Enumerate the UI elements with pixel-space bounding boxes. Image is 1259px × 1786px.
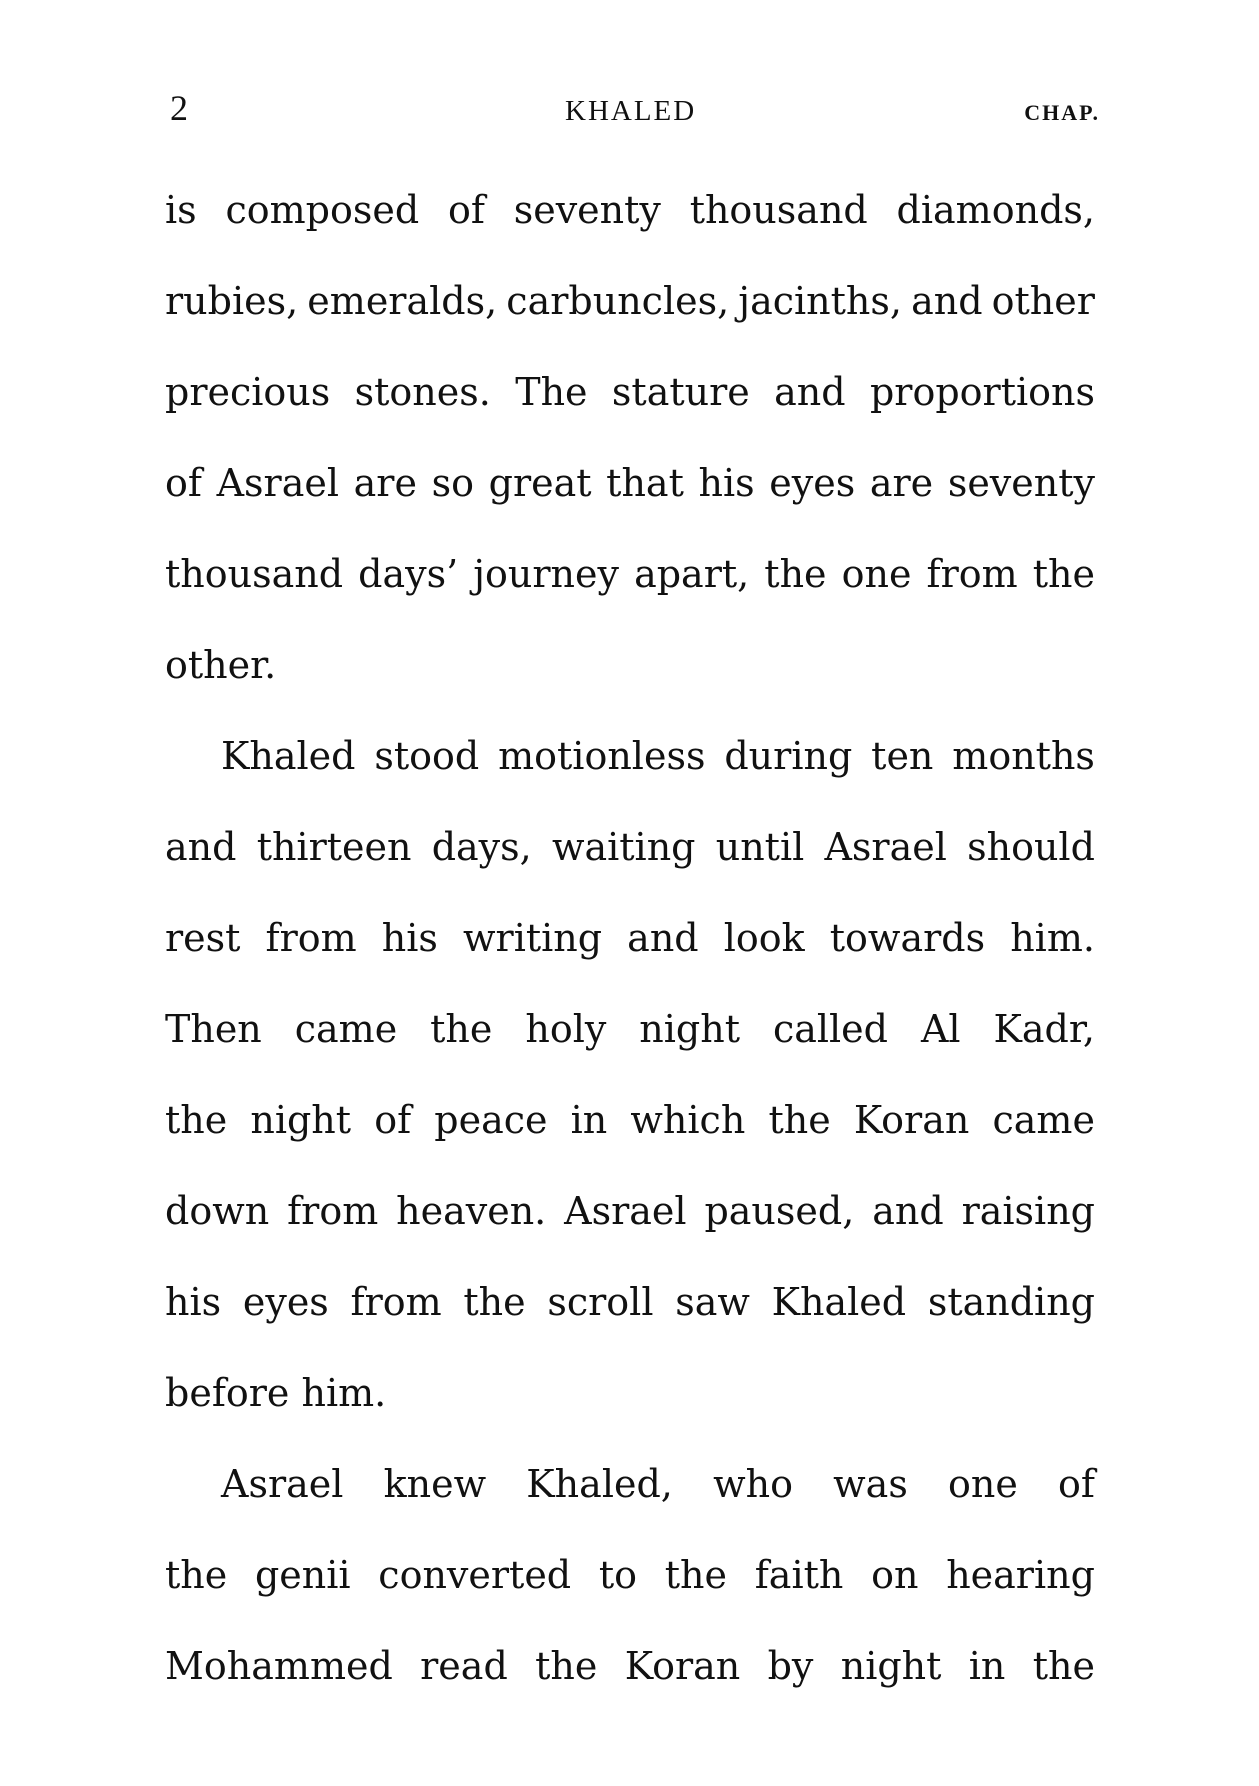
- text-line: [165, 1439, 1095, 1530]
- word: one: [841, 552, 912, 596]
- word: night: [840, 1644, 942, 1688]
- word: ten: [871, 734, 934, 778]
- word: came: [294, 1007, 398, 1051]
- word: read: [420, 1644, 508, 1688]
- word: the: [1032, 1644, 1095, 1688]
- word: seventy: [947, 461, 1095, 505]
- text-line: [165, 529, 1095, 620]
- word: Koran: [853, 1098, 970, 1142]
- word: of: [447, 188, 485, 232]
- word: the: [1032, 552, 1095, 596]
- word: Mohammed: [165, 1644, 393, 1688]
- word: Koran: [624, 1644, 741, 1688]
- word: proportions: [869, 370, 1095, 414]
- word: eyes: [769, 461, 856, 505]
- word: so: [431, 461, 474, 505]
- word: scroll: [547, 1280, 654, 1324]
- word: heaven.: [396, 1189, 547, 1233]
- word: seventy: [513, 188, 661, 232]
- word: The: [515, 370, 588, 414]
- word: holy: [525, 1007, 607, 1051]
- word: emeralds,: [307, 279, 498, 323]
- word: until: [715, 825, 805, 869]
- word: Khaled: [221, 734, 356, 778]
- word: and: [774, 370, 846, 414]
- word: look: [723, 916, 805, 960]
- text-line: other.: [165, 643, 277, 687]
- word: and: [627, 916, 699, 960]
- word: his: [165, 1280, 222, 1324]
- word: months: [952, 734, 1095, 778]
- chapter-label: CHAP.: [1024, 100, 1100, 125]
- word: the: [430, 1007, 493, 1051]
- word: Kadr,: [993, 1007, 1095, 1051]
- text-line: [165, 1257, 1095, 1348]
- word: which: [630, 1098, 746, 1142]
- text-line: before him.: [165, 1371, 387, 1415]
- word: Al: [920, 1007, 961, 1051]
- word: diamonds,: [896, 188, 1095, 232]
- word: from: [350, 1280, 442, 1324]
- word: of: [165, 461, 202, 505]
- running-head: [170, 88, 1100, 128]
- word: standing: [927, 1280, 1095, 1324]
- word: came: [992, 1098, 1095, 1142]
- word: apart,: [634, 552, 750, 596]
- word: rest: [165, 916, 241, 960]
- word: the: [664, 1553, 727, 1597]
- word: his: [698, 461, 755, 505]
- word: great: [488, 461, 592, 505]
- word: the: [165, 1098, 228, 1142]
- word: and: [165, 825, 237, 869]
- word: writing: [463, 916, 603, 960]
- text-line: [165, 256, 1095, 347]
- word: days’: [358, 552, 459, 596]
- word: in: [570, 1098, 608, 1142]
- word: of: [1058, 1462, 1095, 1506]
- word: one: [948, 1462, 1018, 1506]
- word: night: [250, 1098, 352, 1142]
- word: genii: [254, 1553, 351, 1597]
- word: him.: [1010, 916, 1095, 960]
- word: in: [968, 1644, 1006, 1688]
- word: from: [926, 552, 1018, 596]
- word: thousand: [689, 188, 868, 232]
- word: jacinths,: [738, 279, 902, 323]
- word: rubies,: [165, 279, 299, 323]
- word: saw: [675, 1280, 750, 1324]
- word: the: [535, 1644, 598, 1688]
- word: converted: [378, 1553, 572, 1597]
- word: Asrael: [216, 461, 339, 505]
- text-line: [165, 347, 1095, 438]
- word: thirteen: [256, 825, 412, 869]
- word: peace: [434, 1098, 548, 1142]
- word: hearing: [946, 1553, 1095, 1597]
- word: stature: [611, 370, 750, 414]
- text-line: [165, 1166, 1095, 1257]
- running-title: KHALED: [565, 95, 697, 127]
- word: the: [764, 552, 827, 596]
- word: faith: [754, 1553, 844, 1597]
- word: towards: [829, 916, 986, 960]
- word: during: [724, 734, 853, 778]
- word: to: [598, 1553, 638, 1597]
- text-line: [165, 1621, 1095, 1712]
- text-line: [165, 984, 1095, 1075]
- word: raising: [961, 1189, 1095, 1233]
- word: should: [967, 825, 1095, 869]
- word: from: [265, 916, 357, 960]
- word: the: [463, 1280, 526, 1324]
- word: are: [869, 461, 934, 505]
- paragraph-1: [165, 165, 1095, 711]
- word: called: [772, 1007, 888, 1051]
- word: from: [287, 1189, 379, 1233]
- word: days,: [431, 825, 532, 869]
- word: night: [639, 1007, 740, 1051]
- word: stones.: [354, 370, 491, 414]
- paragraph-2: [165, 711, 1095, 1439]
- word: journey: [473, 552, 619, 596]
- word: and: [872, 1189, 944, 1233]
- text-line: [165, 893, 1095, 984]
- word: other: [991, 279, 1095, 323]
- word: stood: [374, 734, 480, 778]
- word: paused,: [704, 1189, 855, 1233]
- paragraph-3: [165, 1439, 1095, 1712]
- text-line: [165, 1530, 1095, 1621]
- word: and: [911, 279, 983, 323]
- word: of: [374, 1098, 412, 1142]
- text-line: [165, 1075, 1095, 1166]
- word: Khaled,: [526, 1462, 673, 1506]
- page-number: 2: [170, 88, 188, 128]
- word: thousand: [165, 552, 344, 596]
- word: Asrael: [221, 1462, 344, 1506]
- text-line: [165, 802, 1095, 893]
- word: the: [768, 1098, 831, 1142]
- text-line: [165, 711, 1095, 802]
- word: Asrael: [564, 1189, 687, 1233]
- text-line: [165, 438, 1095, 529]
- word: Khaled: [771, 1280, 907, 1324]
- word: his: [381, 916, 438, 960]
- word: the: [165, 1553, 228, 1597]
- text-line: [165, 165, 1095, 256]
- word: is: [165, 188, 197, 232]
- word: who: [713, 1462, 793, 1506]
- word: was: [833, 1462, 908, 1506]
- word: precious: [165, 370, 331, 414]
- word: eyes: [242, 1280, 329, 1324]
- word: carbuncles,: [506, 279, 730, 323]
- word: that: [606, 461, 684, 505]
- word: by: [767, 1644, 814, 1688]
- word: are: [353, 461, 417, 505]
- word: motionless: [498, 734, 706, 778]
- word: waiting: [551, 825, 696, 869]
- word: Then: [165, 1007, 262, 1051]
- word: down: [165, 1189, 270, 1233]
- word: composed: [225, 188, 420, 232]
- word: Asrael: [824, 825, 947, 869]
- word: knew: [383, 1462, 487, 1506]
- word: on: [871, 1553, 919, 1597]
